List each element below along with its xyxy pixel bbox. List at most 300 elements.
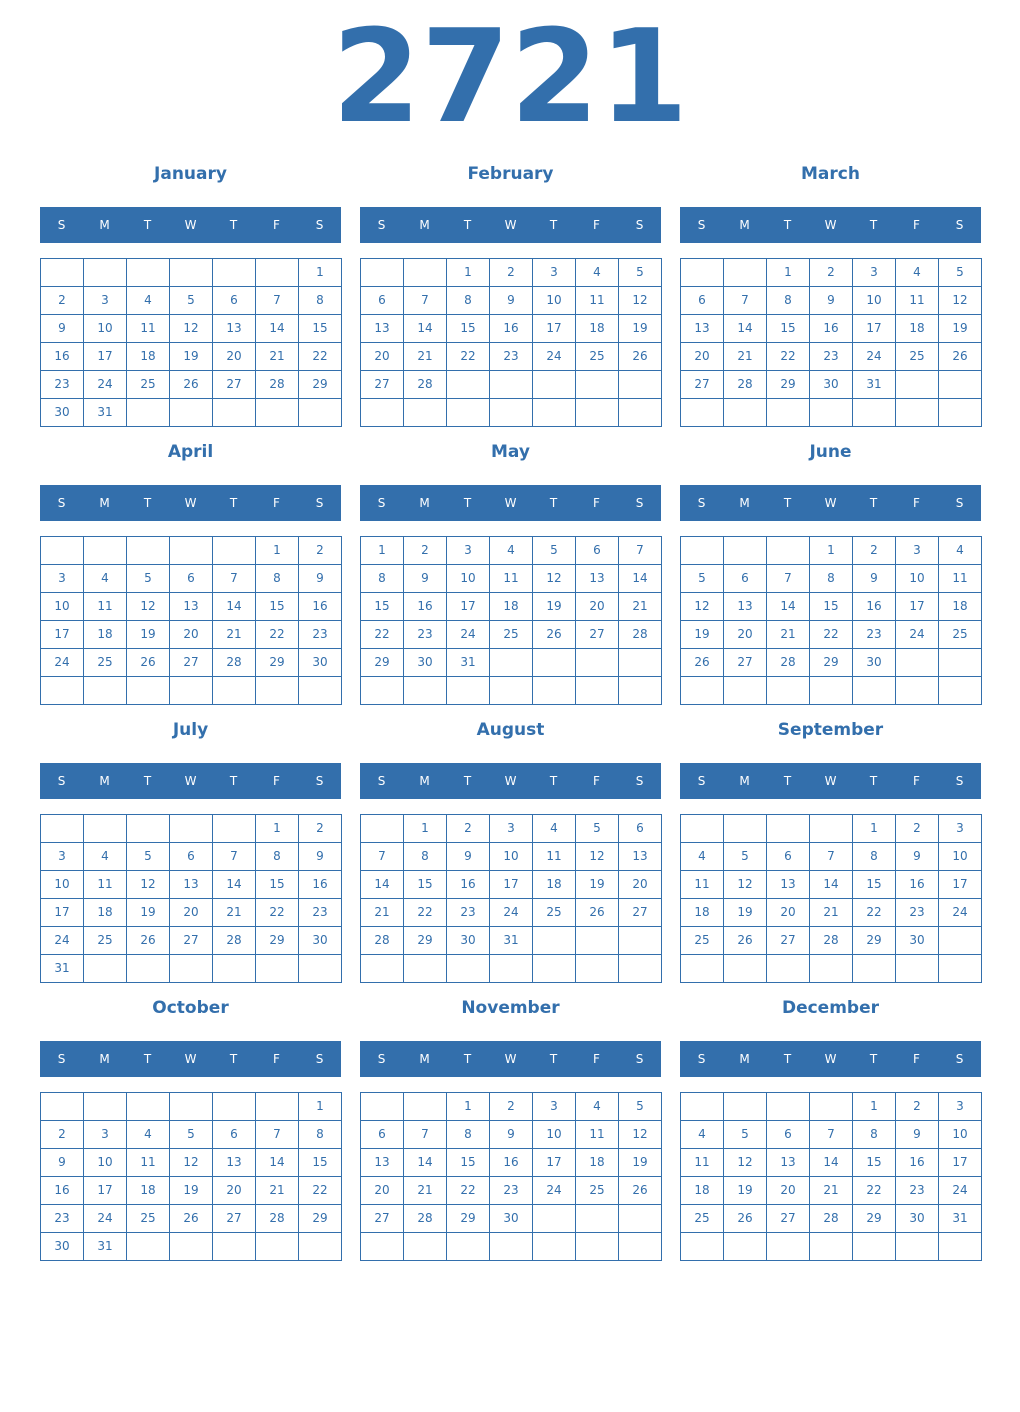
day-cell: 28	[213, 927, 256, 955]
day-grid	[40, 258, 342, 427]
day-cell: 22	[404, 899, 447, 927]
empty-day-cell	[361, 955, 404, 983]
empty-day-cell	[767, 537, 810, 565]
day-cell: 12	[127, 871, 170, 899]
day-cell: 24	[490, 899, 533, 927]
weekday-label: S	[635, 496, 644, 510]
empty-day-cell	[127, 399, 170, 427]
day-cell: 9	[41, 315, 84, 343]
day-cell: 23	[490, 343, 533, 371]
weekday-label: M	[419, 218, 430, 232]
month-title: December	[781, 998, 880, 1018]
day-cell: 10	[896, 565, 939, 593]
empty-day-cell	[533, 649, 576, 677]
weekday-label: T	[783, 496, 792, 510]
weekday-label: T	[143, 1052, 152, 1066]
day-cell: 10	[84, 315, 127, 343]
day-cell: 12	[170, 315, 213, 343]
empty-day-cell	[767, 955, 810, 983]
day-cell: 10	[490, 843, 533, 871]
day-cell: 6	[170, 565, 213, 593]
day-cell: 1	[853, 1093, 896, 1121]
day-cell: 30	[810, 371, 853, 399]
day-cell: 13	[767, 871, 810, 899]
weekday-label: W	[824, 1052, 837, 1066]
day-cell: 8	[361, 565, 404, 593]
day-cell: 28	[810, 927, 853, 955]
day-cell: 8	[853, 843, 896, 871]
weekday-label: F	[913, 218, 920, 232]
empty-day-cell	[939, 927, 982, 955]
day-cell: 14	[767, 593, 810, 621]
empty-day-cell	[724, 399, 767, 427]
day-cell: 22	[256, 621, 299, 649]
day-cell: 22	[447, 343, 490, 371]
day-cell: 17	[533, 315, 576, 343]
empty-day-cell	[170, 955, 213, 983]
day-cell: 20	[767, 899, 810, 927]
day-cell: 18	[533, 871, 576, 899]
day-cell: 23	[41, 1205, 84, 1233]
day-cell: 24	[939, 899, 982, 927]
day-cell: 31	[41, 955, 84, 983]
day-cell: 5	[170, 1121, 213, 1149]
day-cell: 8	[810, 565, 853, 593]
day-cell: 28	[404, 1205, 447, 1233]
day-cell: 27	[361, 1205, 404, 1233]
weekday-label: S	[377, 496, 386, 510]
day-cell: 24	[41, 649, 84, 677]
weekday-label: T	[549, 496, 558, 510]
day-cell: 5	[724, 1121, 767, 1149]
day-cell: 1	[447, 1093, 490, 1121]
day-cell: 27	[170, 927, 213, 955]
empty-day-cell	[404, 677, 447, 705]
day-cell: 12	[724, 871, 767, 899]
weekday-label: F	[913, 774, 920, 788]
empty-day-cell	[490, 677, 533, 705]
weekday-header	[40, 485, 341, 521]
day-cell: 8	[447, 1121, 490, 1149]
empty-day-cell	[213, 677, 256, 705]
day-cell: 23	[41, 371, 84, 399]
weekday-label: T	[783, 774, 792, 788]
empty-day-cell	[767, 677, 810, 705]
day-cell: 5	[127, 843, 170, 871]
day-cell: 26	[127, 649, 170, 677]
day-cell: 10	[853, 287, 896, 315]
day-cell: 16	[853, 593, 896, 621]
day-cell: 23	[404, 621, 447, 649]
empty-day-cell	[127, 955, 170, 983]
weekday-label: T	[229, 774, 238, 788]
weekday-label: S	[697, 218, 706, 232]
empty-day-cell	[490, 955, 533, 983]
day-cell: 25	[533, 899, 576, 927]
day-cell: 25	[127, 371, 170, 399]
day-cell: 3	[447, 537, 490, 565]
day-cell: 7	[213, 843, 256, 871]
empty-day-cell	[896, 399, 939, 427]
empty-day-cell	[533, 927, 576, 955]
empty-day-cell	[127, 259, 170, 287]
day-cell: 23	[853, 621, 896, 649]
day-cell: 23	[896, 1177, 939, 1205]
empty-day-cell	[170, 1093, 213, 1121]
day-cell: 25	[681, 1205, 724, 1233]
day-cell: 21	[256, 343, 299, 371]
day-cell: 23	[299, 621, 342, 649]
empty-day-cell	[170, 677, 213, 705]
day-cell: 6	[576, 537, 619, 565]
day-cell: 14	[404, 1149, 447, 1177]
day-cell: 26	[939, 343, 982, 371]
day-cell: 16	[299, 593, 342, 621]
day-cell: 23	[810, 343, 853, 371]
weekday-header	[360, 207, 661, 243]
empty-day-cell	[256, 259, 299, 287]
day-cell: 19	[170, 343, 213, 371]
day-cell: 22	[810, 621, 853, 649]
empty-day-cell	[213, 1233, 256, 1261]
empty-day-cell	[939, 1233, 982, 1261]
empty-day-cell	[724, 537, 767, 565]
day-cell: 3	[896, 537, 939, 565]
weekday-header	[680, 1041, 981, 1077]
empty-day-cell	[767, 399, 810, 427]
day-cell: 28	[256, 371, 299, 399]
day-cell: 17	[896, 593, 939, 621]
day-cell: 1	[299, 259, 342, 287]
weekday-label: T	[549, 774, 558, 788]
weekday-header	[360, 485, 661, 521]
day-cell: 9	[41, 1149, 84, 1177]
day-cell: 4	[896, 259, 939, 287]
day-cell: 21	[213, 899, 256, 927]
day-cell: 27	[576, 621, 619, 649]
day-cell: 16	[896, 1149, 939, 1177]
day-cell: 11	[84, 593, 127, 621]
day-cell: 4	[84, 843, 127, 871]
day-cell: 29	[256, 927, 299, 955]
day-cell: 10	[939, 843, 982, 871]
day-cell: 9	[896, 843, 939, 871]
day-cell: 2	[490, 259, 533, 287]
empty-day-cell	[213, 537, 256, 565]
empty-day-cell	[299, 955, 342, 983]
day-cell: 26	[170, 371, 213, 399]
weekday-label: M	[99, 774, 110, 788]
empty-day-cell	[490, 649, 533, 677]
weekday-label: T	[463, 496, 472, 510]
day-cell: 5	[576, 815, 619, 843]
empty-day-cell	[127, 815, 170, 843]
weekday-label: W	[184, 774, 197, 788]
day-cell: 5	[533, 537, 576, 565]
day-cell: 20	[170, 621, 213, 649]
empty-day-cell	[896, 955, 939, 983]
empty-day-cell	[681, 955, 724, 983]
day-cell: 8	[256, 843, 299, 871]
day-cell: 2	[41, 287, 84, 315]
day-cell: 29	[853, 927, 896, 955]
day-cell: 11	[127, 315, 170, 343]
day-cell: 26	[127, 927, 170, 955]
empty-day-cell	[810, 1233, 853, 1261]
empty-day-cell	[896, 1233, 939, 1261]
month-title: July	[172, 720, 209, 740]
day-cell: 4	[939, 537, 982, 565]
weekday-label: F	[913, 496, 920, 510]
day-cell: 4	[576, 259, 619, 287]
day-cell: 4	[681, 1121, 724, 1149]
day-cell: 6	[170, 843, 213, 871]
empty-day-cell	[84, 955, 127, 983]
day-cell: 6	[767, 1121, 810, 1149]
day-cell: 10	[84, 1149, 127, 1177]
weekday-label: M	[419, 1052, 430, 1066]
empty-day-cell	[619, 677, 662, 705]
day-cell: 12	[619, 287, 662, 315]
weekday-label: S	[955, 496, 964, 510]
day-cell: 11	[127, 1149, 170, 1177]
day-cell: 17	[41, 621, 84, 649]
day-grid	[360, 258, 662, 427]
weekday-label: T	[783, 1052, 792, 1066]
empty-day-cell	[41, 259, 84, 287]
day-cell: 20	[170, 899, 213, 927]
day-cell: 28	[767, 649, 810, 677]
day-cell: 30	[404, 649, 447, 677]
weekday-label: W	[824, 218, 837, 232]
day-cell: 16	[896, 871, 939, 899]
day-cell: 21	[404, 1177, 447, 1205]
day-cell: 3	[939, 815, 982, 843]
day-cell: 4	[533, 815, 576, 843]
day-cell: 25	[576, 1177, 619, 1205]
day-cell: 19	[533, 593, 576, 621]
weekday-label: T	[463, 1052, 472, 1066]
empty-day-cell	[447, 1233, 490, 1261]
empty-day-cell	[939, 371, 982, 399]
day-cell: 21	[724, 343, 767, 371]
day-cell: 18	[84, 899, 127, 927]
day-cell: 13	[767, 1149, 810, 1177]
day-cell: 3	[939, 1093, 982, 1121]
day-grid	[360, 536, 662, 705]
day-cell: 14	[404, 315, 447, 343]
day-cell: 17	[533, 1149, 576, 1177]
empty-day-cell	[533, 371, 576, 399]
day-cell: 22	[447, 1177, 490, 1205]
weekday-label: S	[377, 774, 386, 788]
weekday-label: T	[143, 218, 152, 232]
day-cell: 4	[84, 565, 127, 593]
day-cell: 2	[404, 537, 447, 565]
empty-day-cell	[896, 677, 939, 705]
empty-day-cell	[170, 399, 213, 427]
day-cell: 20	[724, 621, 767, 649]
day-cell: 16	[299, 871, 342, 899]
day-cell: 3	[41, 565, 84, 593]
weekday-label: S	[57, 496, 66, 510]
weekday-label: M	[99, 1052, 110, 1066]
weekday-label: W	[184, 496, 197, 510]
empty-day-cell	[939, 955, 982, 983]
empty-day-cell	[619, 371, 662, 399]
day-cell: 12	[533, 565, 576, 593]
day-cell: 22	[256, 899, 299, 927]
day-cell: 13	[361, 1149, 404, 1177]
day-cell: 22	[853, 1177, 896, 1205]
empty-day-cell	[896, 649, 939, 677]
day-cell: 29	[361, 649, 404, 677]
weekday-label: S	[315, 1052, 324, 1066]
weekday-label: S	[955, 218, 964, 232]
day-cell: 18	[127, 343, 170, 371]
empty-day-cell	[404, 259, 447, 287]
day-cell: 9	[299, 565, 342, 593]
weekday-label: F	[273, 774, 280, 788]
day-cell: 17	[84, 343, 127, 371]
day-cell: 24	[84, 1205, 127, 1233]
day-cell: 19	[681, 621, 724, 649]
day-cell: 14	[810, 1149, 853, 1177]
day-cell: 22	[767, 343, 810, 371]
day-cell: 5	[939, 259, 982, 287]
empty-day-cell	[84, 537, 127, 565]
day-cell: 2	[299, 537, 342, 565]
day-cell: 9	[490, 287, 533, 315]
empty-day-cell	[619, 399, 662, 427]
day-cell: 27	[724, 649, 767, 677]
day-grid	[680, 1092, 982, 1261]
day-cell: 16	[810, 315, 853, 343]
weekday-label: M	[739, 218, 750, 232]
day-cell: 16	[41, 1177, 84, 1205]
weekday-header	[40, 763, 341, 799]
empty-day-cell	[404, 1093, 447, 1121]
day-cell: 30	[896, 927, 939, 955]
day-cell: 1	[299, 1093, 342, 1121]
day-cell: 5	[724, 843, 767, 871]
day-cell: 18	[490, 593, 533, 621]
day-cell: 30	[41, 1233, 84, 1261]
day-cell: 15	[767, 315, 810, 343]
day-cell: 26	[619, 343, 662, 371]
day-cell: 7	[361, 843, 404, 871]
day-cell: 13	[361, 315, 404, 343]
day-cell: 5	[170, 287, 213, 315]
day-cell: 1	[361, 537, 404, 565]
day-cell: 26	[724, 927, 767, 955]
day-cell: 3	[84, 287, 127, 315]
empty-day-cell	[447, 371, 490, 399]
empty-day-cell	[853, 399, 896, 427]
empty-day-cell	[681, 1093, 724, 1121]
weekday-label: T	[463, 218, 472, 232]
empty-day-cell	[619, 927, 662, 955]
day-cell: 4	[127, 1121, 170, 1149]
empty-day-cell	[724, 1233, 767, 1261]
day-grid	[680, 536, 982, 705]
empty-day-cell	[361, 815, 404, 843]
day-cell: 7	[810, 843, 853, 871]
day-cell: 17	[939, 1149, 982, 1177]
weekday-header	[360, 763, 661, 799]
day-cell: 30	[299, 649, 342, 677]
day-cell: 30	[896, 1205, 939, 1233]
day-cell: 19	[619, 1149, 662, 1177]
empty-day-cell	[724, 1093, 767, 1121]
day-cell: 10	[447, 565, 490, 593]
day-cell: 6	[213, 1121, 256, 1149]
day-cell: 22	[361, 621, 404, 649]
day-cell: 31	[853, 371, 896, 399]
empty-day-cell	[127, 677, 170, 705]
day-cell: 27	[170, 649, 213, 677]
empty-day-cell	[361, 677, 404, 705]
empty-day-cell	[170, 259, 213, 287]
day-cell: 14	[256, 1149, 299, 1177]
empty-day-cell	[576, 927, 619, 955]
day-cell: 20	[767, 1177, 810, 1205]
day-cell: 25	[939, 621, 982, 649]
day-cell: 2	[896, 1093, 939, 1121]
weekday-label: S	[697, 496, 706, 510]
day-cell: 8	[299, 287, 342, 315]
weekday-header	[360, 1041, 661, 1077]
month-title: September	[777, 720, 884, 740]
day-cell: 26	[576, 899, 619, 927]
day-cell: 5	[619, 1093, 662, 1121]
day-cell: 29	[853, 1205, 896, 1233]
empty-day-cell	[767, 1093, 810, 1121]
weekday-label: S	[57, 774, 66, 788]
day-cell: 12	[724, 1149, 767, 1177]
day-cell: 21	[256, 1177, 299, 1205]
day-cell: 16	[447, 871, 490, 899]
weekday-label: S	[697, 1052, 706, 1066]
day-cell: 20	[619, 871, 662, 899]
day-cell: 29	[767, 371, 810, 399]
day-cell: 3	[533, 1093, 576, 1121]
day-cell: 16	[41, 343, 84, 371]
day-cell: 17	[490, 871, 533, 899]
day-cell: 21	[213, 621, 256, 649]
day-cell: 18	[939, 593, 982, 621]
day-cell: 1	[404, 815, 447, 843]
empty-day-cell	[256, 1233, 299, 1261]
weekday-header	[40, 1041, 341, 1077]
day-cell: 21	[361, 899, 404, 927]
day-cell: 29	[299, 1205, 342, 1233]
weekday-label: S	[635, 218, 644, 232]
day-cell: 7	[810, 1121, 853, 1149]
empty-day-cell	[404, 1233, 447, 1261]
empty-day-cell	[361, 399, 404, 427]
day-cell: 28	[404, 371, 447, 399]
empty-day-cell	[681, 815, 724, 843]
day-cell: 1	[256, 815, 299, 843]
day-cell: 18	[896, 315, 939, 343]
weekday-label: T	[229, 496, 238, 510]
weekday-header	[680, 485, 981, 521]
day-cell: 6	[724, 565, 767, 593]
weekday-label: T	[143, 774, 152, 788]
day-cell: 11	[490, 565, 533, 593]
empty-day-cell	[533, 1233, 576, 1261]
